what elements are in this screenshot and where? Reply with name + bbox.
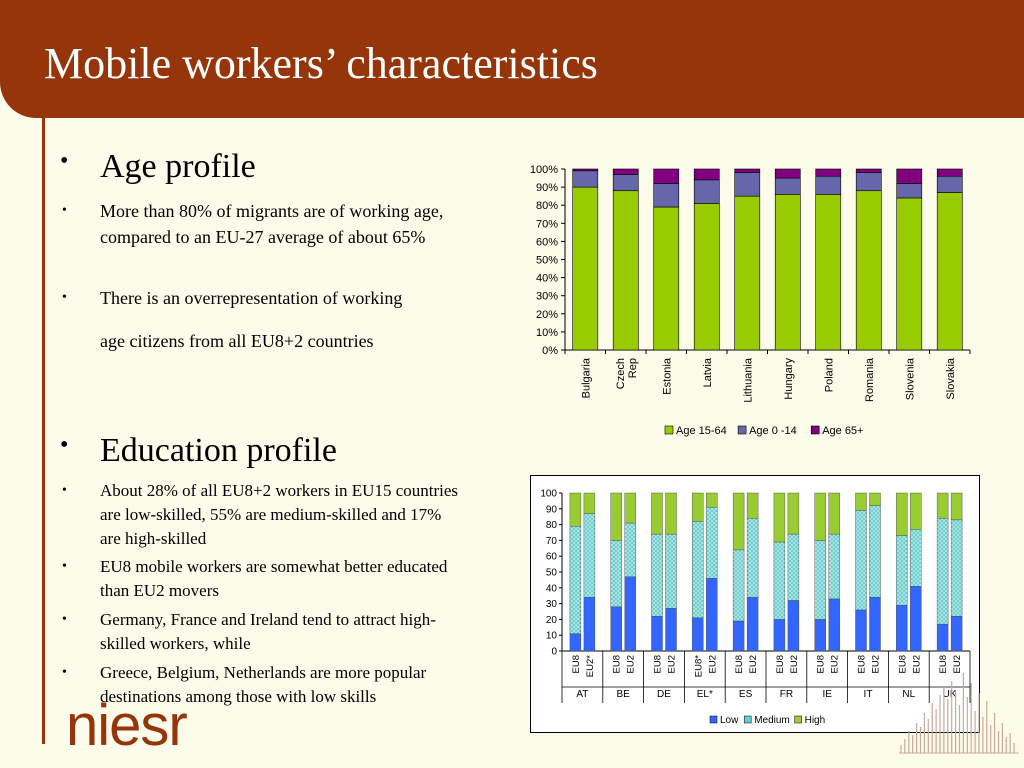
edu-bar-high xyxy=(774,493,785,542)
edu-bar-high xyxy=(870,493,881,506)
age-point-text: There is an overrepresentation of working xyxy=(100,288,403,308)
age-point-text: More than 80% of migrants are of working age, compared to an EU-27 average of about 65% xyxy=(100,201,444,247)
niesr-logo: niesr xyxy=(66,693,187,758)
edu-legend-swatch xyxy=(744,716,751,723)
age-bar-age-15-64 xyxy=(937,193,962,350)
age-legend-swatch xyxy=(738,426,746,434)
edu-y-tick-label: 0 xyxy=(551,646,557,658)
age-bar-age-65- xyxy=(816,169,841,176)
edu-bar-high xyxy=(815,493,826,540)
edu-bar-high xyxy=(747,493,758,518)
age-category-label xyxy=(702,357,714,387)
edu-legend-label: High xyxy=(804,715,826,726)
age-y-tick-label: 80% xyxy=(535,200,558,213)
edu-bar-low xyxy=(666,608,677,651)
edu-bar-high xyxy=(788,493,799,534)
edu-subcategory-label: EU8 xyxy=(774,655,786,674)
edu-subcategory-label: EU2 xyxy=(707,655,719,674)
title-bar xyxy=(0,0,1024,118)
age-category-label xyxy=(823,358,835,392)
edu-bar-low xyxy=(951,616,962,651)
edu-heading: Education profile xyxy=(100,432,337,469)
edu-bar-medium xyxy=(706,507,717,578)
edu-group-label: FR xyxy=(779,689,794,700)
edu-bar-low xyxy=(625,577,636,651)
edu-y-tick-label: 20 xyxy=(545,614,557,626)
age-category-label-line: Romania xyxy=(863,358,876,403)
age-category-label-line: Estonia xyxy=(661,358,674,395)
edu-subcategory-label: EU2 xyxy=(666,655,678,674)
edu-group-label: UK xyxy=(942,689,957,700)
edu-group-label: AT xyxy=(576,689,589,700)
age-y-tick-label: 0% xyxy=(542,345,558,357)
age-bar-age-65- xyxy=(735,169,760,173)
edu-bar-low xyxy=(706,578,717,651)
edu-group-label: EL* xyxy=(696,689,713,700)
age-category-label-line: Rep xyxy=(626,358,639,379)
age-bar-age-0-14 xyxy=(937,176,962,192)
edu-group-label: DE xyxy=(657,689,671,700)
edu-bar-medium xyxy=(937,518,948,624)
age-legend-label: Age 0 -14 xyxy=(749,425,797,437)
edu-subcategory-label: EU8 xyxy=(734,655,746,674)
age-category-label-line: Latvia xyxy=(701,358,714,388)
edu-bar-medium xyxy=(666,534,677,608)
edu-subcategory-label: EU2* xyxy=(584,655,596,678)
age-bar-age-15-64 xyxy=(613,191,638,350)
age-category-label-line: Lithuania xyxy=(742,358,755,403)
age-bar-age-15-64 xyxy=(694,203,719,350)
edu-subcategory-label: EU2 xyxy=(952,655,964,674)
age-y-tick-label: 100% xyxy=(529,164,558,176)
age-bar-age-0-14 xyxy=(573,171,598,187)
age-category-label xyxy=(945,357,957,399)
age-bar-age-65- xyxy=(613,169,638,174)
edu-bar-low xyxy=(829,599,840,651)
edu-bar-medium xyxy=(788,534,799,600)
edu-group-label: ES xyxy=(738,689,753,700)
bullet-icon: • xyxy=(62,203,67,218)
edu-bar-medium xyxy=(896,536,907,606)
edu-bar-high xyxy=(910,493,921,529)
edu-bar-high xyxy=(706,493,717,507)
age-y-tick-label: 90% xyxy=(535,182,558,195)
edu-group-label: IT xyxy=(863,689,873,700)
edu-bar-high xyxy=(896,493,907,536)
edu-y-tick-label: 90 xyxy=(545,504,557,516)
age-category-label-line: Hungary xyxy=(782,358,795,400)
edu-bar-high xyxy=(611,493,622,540)
age-bar-age-65- xyxy=(775,169,800,178)
age-bar-age-0-14 xyxy=(816,176,841,194)
edu-subcategory-label: EU8* xyxy=(693,655,705,678)
edu-y-tick-label: 50 xyxy=(545,567,557,579)
age-legend-label: Age 15-64 xyxy=(676,425,727,437)
slide-title: Mobile workers’ characteristics xyxy=(44,39,598,88)
bullet-icon: • xyxy=(60,432,69,458)
age-category-label xyxy=(661,357,673,395)
bullet-icon: • xyxy=(62,665,67,680)
edu-bar-low xyxy=(788,600,799,651)
edu-y-tick-label: 100 xyxy=(540,488,557,500)
edu-bar-medium xyxy=(910,529,921,586)
age-bar-age-65- xyxy=(856,169,881,173)
age-point-1 xyxy=(62,198,500,250)
age-bar-age-0-14 xyxy=(613,174,638,190)
bullet-icon: • xyxy=(60,148,69,174)
edu-bar-high xyxy=(733,493,744,550)
age-bar-age-0-14 xyxy=(654,183,679,207)
edu-subcategory-label: EU8 xyxy=(815,655,827,674)
edu-bar-low xyxy=(652,616,663,651)
age-legend-swatch xyxy=(811,426,819,434)
edu-subcategory-label: EU2 xyxy=(870,655,882,674)
edu-bar-low xyxy=(856,610,867,651)
edu-subcategory-label: EU2 xyxy=(625,655,637,674)
edu-bar-low xyxy=(815,619,826,651)
edu-bar-medium xyxy=(829,534,840,599)
edu-y-tick-label: 30 xyxy=(545,599,557,611)
edu-subcategory-label: EU2 xyxy=(911,655,923,674)
edu-bar-high xyxy=(666,493,677,534)
logo-bars-graphic xyxy=(895,655,1020,765)
edu-point-text: Greece, Belgium, Netherlands are more popular destinations among those with low skills xyxy=(100,663,427,706)
edu-subcategory-label: EU8 xyxy=(856,655,868,674)
edu-y-tick-label: 80 xyxy=(545,520,557,532)
edu-point-text: About 28% of all EU8+2 workers in EU15 countries are low-skilled, 55% are medium-skilled and 17% are high-skilled xyxy=(100,481,459,548)
age-bar-age-65- xyxy=(694,169,719,180)
age-bar-age-65- xyxy=(897,169,922,183)
edu-bar-high xyxy=(829,493,840,534)
age-category-label xyxy=(904,357,916,400)
edu-group-label: NL xyxy=(902,689,916,700)
age-bar-age-0-14 xyxy=(897,183,922,197)
age-category-label-line: Poland xyxy=(823,358,836,393)
age-y-tick-label: 10% xyxy=(535,326,558,339)
age-bar-age-15-64 xyxy=(573,187,598,350)
age-bar-age-15-64 xyxy=(654,207,679,350)
age-category-label xyxy=(742,357,754,403)
edu-group-label: BE xyxy=(616,689,630,700)
age-profile-chart xyxy=(515,158,975,448)
edu-subcategory-label: EU8 xyxy=(652,655,664,674)
edu-y-tick-label: 60 xyxy=(545,551,557,563)
edu-point-text: EU8 mobile workers are somewhat better educated than EU2 movers xyxy=(100,557,448,600)
edu-bar-low xyxy=(870,597,881,651)
age-bar-age-15-64 xyxy=(856,191,881,350)
age-point-2 xyxy=(62,285,500,311)
edu-bar-medium xyxy=(856,510,867,610)
age-y-tick-label: 70% xyxy=(535,218,558,231)
edu-group-label: IE xyxy=(822,689,832,700)
age-bar-age-15-64 xyxy=(897,198,922,350)
edu-bar-high xyxy=(570,493,581,526)
edu-bar-low xyxy=(584,597,595,651)
edu-bar-medium xyxy=(774,542,785,619)
edu-bar-high xyxy=(692,493,703,521)
age-bar-age-0-14 xyxy=(775,178,800,194)
age-bar-age-65- xyxy=(573,169,598,171)
edu-subcategory-label: EU8 xyxy=(570,655,582,674)
edu-bar-low xyxy=(937,624,948,651)
bullet-icon: • xyxy=(62,559,67,574)
age-heading-item xyxy=(62,148,256,186)
edu-bar-medium xyxy=(951,520,962,616)
edu-bar-high xyxy=(856,493,867,510)
edu-point-1 xyxy=(62,479,460,551)
edu-bar-low xyxy=(733,621,744,651)
edu-bar-medium xyxy=(747,518,758,597)
age-chart-plot xyxy=(530,164,970,437)
edu-legend-swatch xyxy=(710,716,717,723)
edu-bar-high xyxy=(625,493,636,523)
edu-bar-low xyxy=(747,597,758,651)
age-bar-age-0-14 xyxy=(694,180,719,204)
age-bar-age-15-64 xyxy=(735,196,760,350)
edu-subcategory-label: EU2 xyxy=(748,655,760,674)
edu-bar-medium xyxy=(584,514,595,598)
age-category-label xyxy=(783,358,795,400)
edu-bar-medium xyxy=(733,550,744,621)
edu-subcategory-label: EU8 xyxy=(938,655,950,674)
edu-bar-medium xyxy=(570,526,581,633)
age-point-2-cont xyxy=(100,328,500,354)
age-y-tick-label: 40% xyxy=(535,272,558,285)
age-y-tick-label: 60% xyxy=(535,236,558,249)
edu-legend-swatch xyxy=(795,716,802,723)
edu-legend-label: Low xyxy=(720,715,739,726)
age-bar-age-15-64 xyxy=(775,194,800,350)
edu-bar-high xyxy=(951,493,962,520)
age-category-label-line: Slovakia xyxy=(944,358,957,400)
age-category-label-line: Bulgaria xyxy=(580,358,593,399)
edu-legend-label: Medium xyxy=(754,715,790,726)
edu-bar-low xyxy=(774,619,785,651)
age-bar-age-65- xyxy=(654,169,679,183)
edu-point-3 xyxy=(62,608,470,656)
edu-bar-high xyxy=(652,493,663,534)
edu-subcategory-label: EU2 xyxy=(788,655,800,674)
edu-subcategory-label: EU8 xyxy=(611,655,623,674)
left-rule xyxy=(42,118,45,744)
edu-bar-low xyxy=(910,586,921,651)
age-category-label xyxy=(864,357,876,402)
age-bar-age-15-64 xyxy=(816,194,841,350)
age-category-label xyxy=(615,358,639,389)
edu-bar-medium xyxy=(652,534,663,616)
bullet-icon: • xyxy=(62,612,67,627)
age-category-label-line: Czech xyxy=(614,358,627,390)
edu-bar-medium xyxy=(870,506,881,598)
edu-subcategory-label: EU8 xyxy=(897,655,909,674)
edu-bar-medium xyxy=(611,540,622,606)
edu-bar-high xyxy=(937,493,948,518)
age-y-tick-label: 20% xyxy=(535,308,558,321)
edu-y-tick-label: 70 xyxy=(545,535,557,547)
age-heading: Age profile xyxy=(100,148,256,185)
edu-heading-item xyxy=(62,432,337,470)
age-bar-age-65- xyxy=(937,169,962,176)
edu-bar-low xyxy=(611,607,622,651)
logo-bars xyxy=(899,673,1019,753)
edu-bar-high xyxy=(584,493,595,514)
bullet-icon: • xyxy=(62,483,67,498)
edu-point-text: Germany, France and Ireland tend to attract high-skilled workers, while xyxy=(100,610,436,653)
age-category-label-line: Slovenia xyxy=(904,358,917,401)
age-bar-age-0-14 xyxy=(856,173,881,191)
edu-bar-low xyxy=(692,618,703,651)
age-legend-swatch xyxy=(665,426,673,434)
age-y-tick-label: 30% xyxy=(535,290,558,303)
age-y-tick-label: 50% xyxy=(535,254,558,267)
age-legend-label: Age 65+ xyxy=(822,425,864,437)
edu-subcategory-label: EU2 xyxy=(829,655,841,674)
edu-point-2 xyxy=(62,555,470,603)
edu-bar-low xyxy=(570,634,581,651)
age-point-text: age citizens from all EU8+2 countries xyxy=(100,331,374,351)
age-category-label xyxy=(580,357,592,398)
edu-y-tick-label: 40 xyxy=(545,583,557,595)
edu-bar-medium xyxy=(815,540,826,619)
bullet-icon: • xyxy=(62,290,67,305)
age-bar-age-0-14 xyxy=(735,173,760,197)
edu-y-tick-label: 10 xyxy=(545,630,557,642)
edu-bar-medium xyxy=(625,523,636,577)
edu-bar-medium xyxy=(692,521,703,617)
edu-bar-low xyxy=(896,605,907,651)
